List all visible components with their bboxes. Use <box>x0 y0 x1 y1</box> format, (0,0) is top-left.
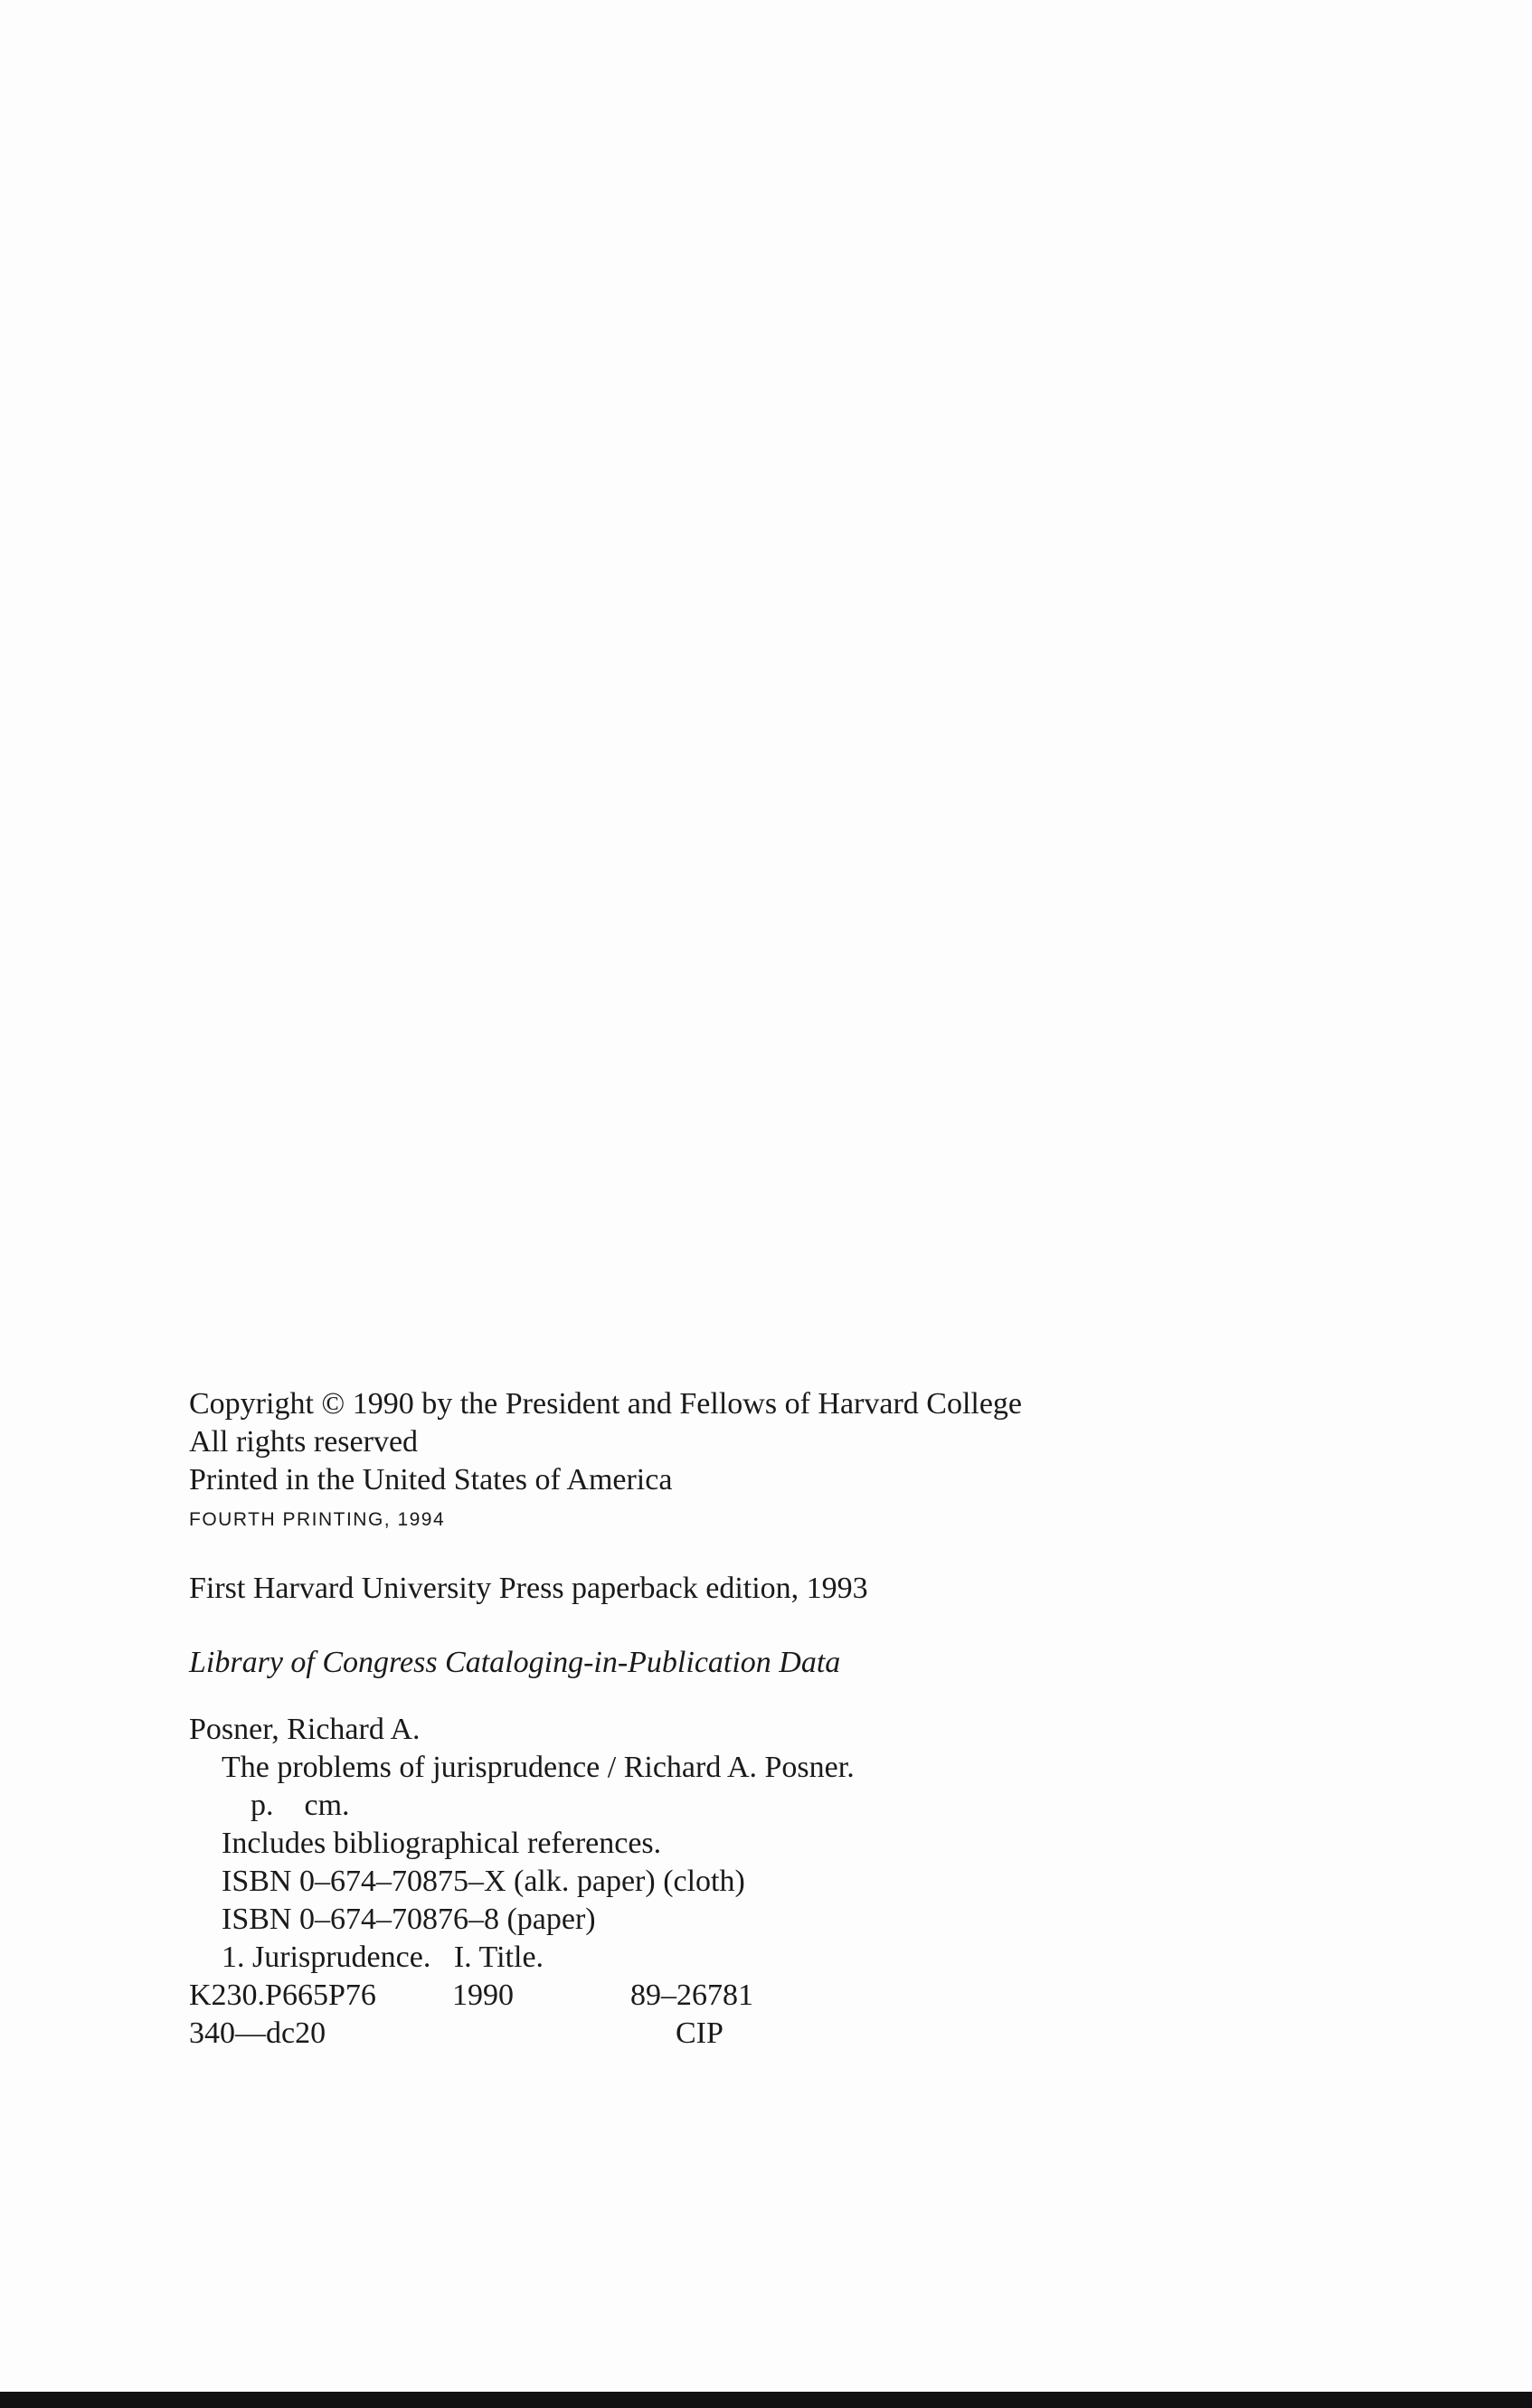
printing-line: FOURTH PRINTING, 1994 <box>189 1509 446 1530</box>
cip-isbn-paper: ISBN 0–674–70876–8 (paper) <box>222 1903 596 1936</box>
cip-isbn-cloth: ISBN 0–674–70875–X (alk. paper) (cloth) <box>222 1865 745 1898</box>
cip-classification-row <box>189 1977 1365 2015</box>
cip-mark: CIP <box>676 2016 723 2050</box>
page-bottom-edge <box>0 2392 1532 2408</box>
dewey-number: 340—dc20 <box>189 2016 326 2050</box>
lccn: 89–26781 <box>630 1978 753 2012</box>
publication-year: 1990 <box>452 1978 514 2012</box>
copyright-page-block <box>189 1385 1365 2053</box>
call-number: K230.P665P76 <box>189 1978 376 2012</box>
rights-reserved-line: All rights reserved <box>189 1425 419 1459</box>
cip-pages: p. cm. <box>251 1789 350 1822</box>
cip-bibliography: Includes bibliographical references. <box>222 1827 662 1860</box>
cip-title: The problems of jurisprudence / Richard A. Posner. <box>222 1751 855 1784</box>
printed-in-line: Printed in the United States of America <box>189 1463 673 1497</box>
cip-dewey-row <box>189 2015 1365 2053</box>
cip-subjects: 1. Jurisprudence. I. Title. <box>222 1941 544 1974</box>
cip-author: Posner, Richard A. <box>189 1713 421 1746</box>
copyright-line: Copyright © 1990 by the President and Fellows of Harvard College <box>189 1387 1023 1421</box>
cip-heading: Library of Congress Cataloging-in-Publication Data <box>189 1646 841 1679</box>
paperback-edition-line: First Harvard University Press paperback edition, 1993 <box>189 1572 868 1605</box>
